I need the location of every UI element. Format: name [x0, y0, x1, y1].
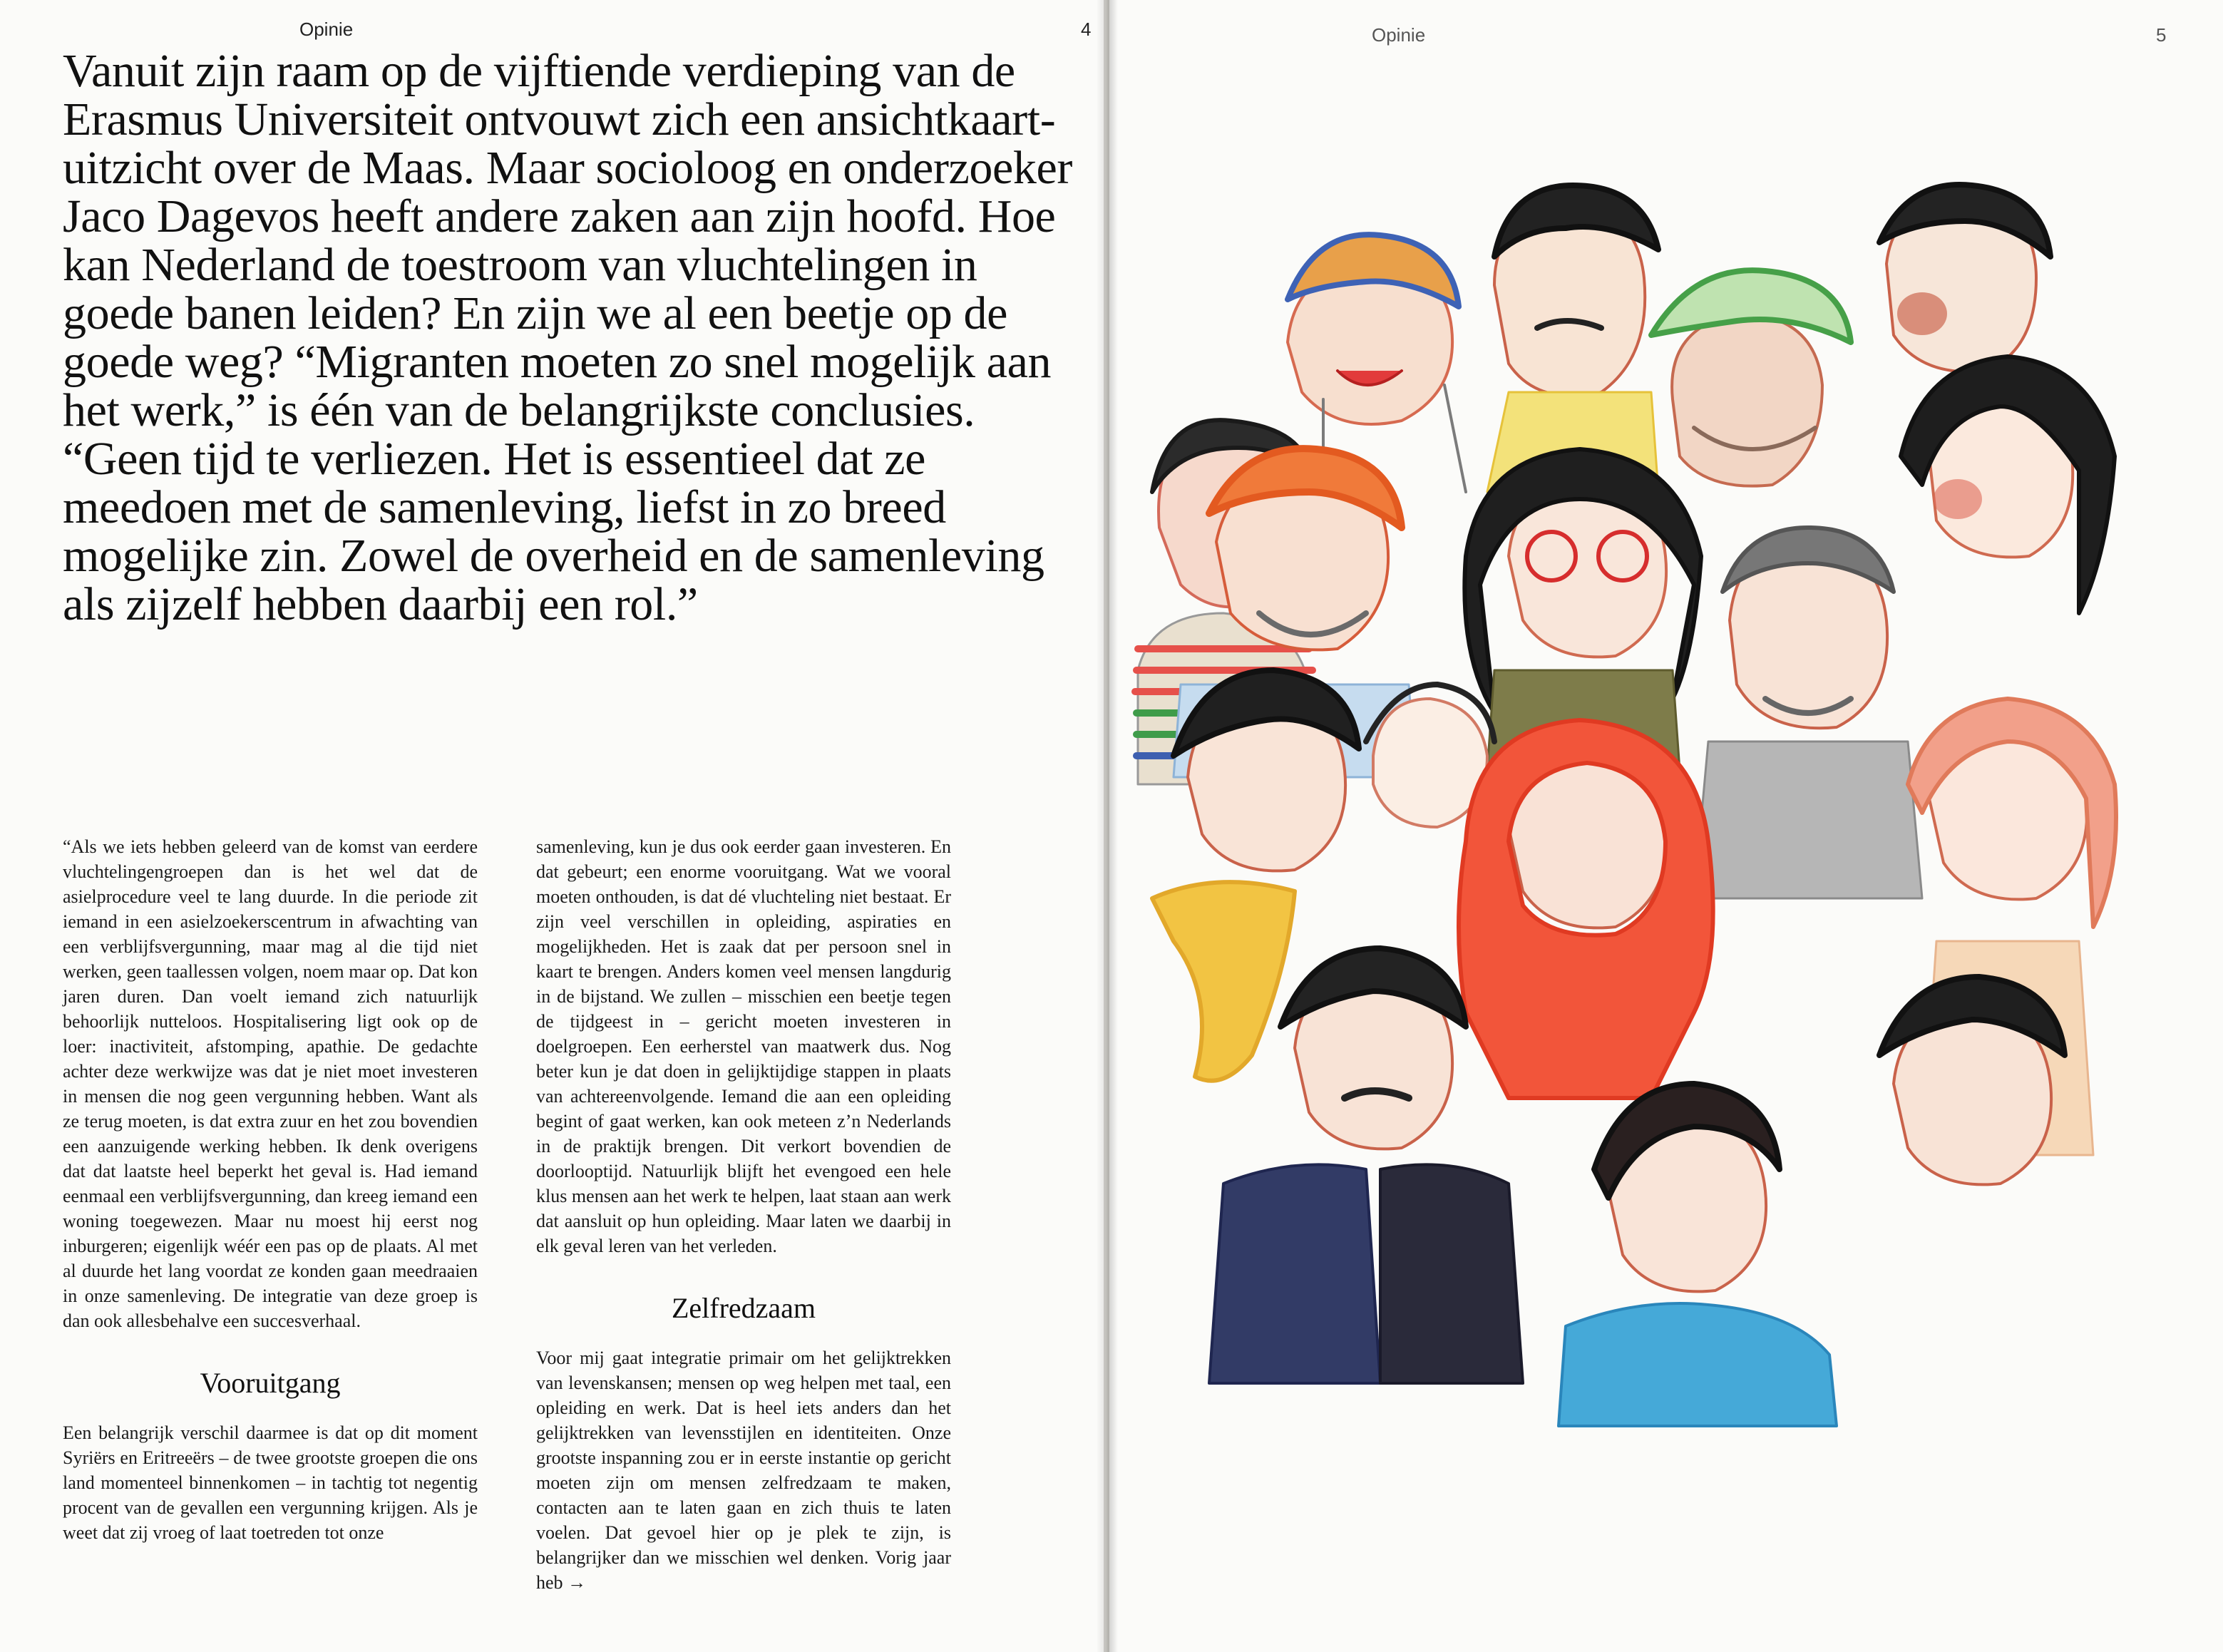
body-paragraph: samenleving, kun je dus ook eerder gaan investeren. En dat gebeurt; een enorme vooruitgang. Wat we vooral moeten onthouden, is dat dé vluchteling niet bestaat. Er zijn veel verschillen in opleiding, aspiraties en mogelijkheden. Het is zaak dat per persoon snel in kaart te brengen. Anders komen veel mensen langdurig in de bijstand. We zullen – misschien een beetje tegen de tijdgeest in – gericht moeten investeren in doelgroepen. Een eerherstel van maatwerk dus. Nog beter kun je dat doen in gelijktijdige stappen in plaats van achtereenvolgende. Iemand die aan een opleiding begint of gaat werken, kan ook meteen z’n Nederlands in de praktijk brengen. Dit verkort bovendien de doorlooptijd. Natuurlijk blijft het evengoed een hele klus mensen aan het werk te helpen, laat staan aan werk dat aansluit op hun opleiding. Maar laten we daarbij in elk geval leren van het verleden. — [536, 836, 951, 1256]
face-boy-right — [1879, 977, 2065, 1184]
book-gutter — [1097, 0, 1118, 1652]
face-man-mustache — [1487, 185, 1658, 492]
lead-paragraph: Vanuit zijn raam op de vijftiende verdieping van de Erasmus Universiteit ontvouwt zich een ansichtkaart-uitzicht over de Maas. Maar socioloog en onderzoeker Jaco Dagevos heeft andere zaken aan zijn hoofd. Hoe kan Nederland de toestroom van vluchtelingen in goede banen leiden? En zijn we al een beetje op de goede weg? “Migranten moeten zo snel mogelijk aan het werk,” is één van de belangrijkste conclusies. “Geen tijd te verliezen. Het is essentieel dat ze meedoen met de samenleving, liefst in zo breed mogelijke zin. Zowel de overheid en de samenleving als zijzelf hebben daarbij een rol.” — [63, 45, 1072, 630]
body-paragraph: Voor mij gaat integratie primair om het gelijktrekken van levenskansen; mensen op weg helpen met taal, een opleiding en werk. Dat is heel iets anders dan het gelijktrekken van levensstijlen en identiteiten. Onze grootste inspanning zou er in eerste instantie op gericht moeten zijn om mensen zelfredzaam te maken, contacten aan te laten gaan en zich thuis te laten voelen. Dat gevoel hier op je plek te zijn, is belangrijker dan we misschien wel denken. Vorig jaar heb → — [536, 1348, 951, 1593]
face-woman-right — [1901, 356, 2115, 613]
face-woman-red-headscarf — [1459, 720, 1713, 1098]
left-page — [0, 0, 1104, 1652]
body-paragraph: “Als we iets hebben geleerd van de komst van eerdere vluchtelingengroepen dan is het wel dat de asielprocedure veel te lang duurde. In die periode zit iemand in een asielzoekerscentrum in afwachting van een verblijfsvergunning, maar mag al die tijd niet werken, geen taallessen volgen, noem maar op. Dat kon jaren duren. Dan voelt iemand zich natuurlijk behoorlijk nutteloos. Hospitalisering ligt ook op de loer: inactiviteit, afstomping, apathie. De gedachte achter deze werkwijze was dat je niet moet investeren in mensen die nog geen vergunning hebben. Want als ze terug moeten, is dat extra zuur en het zou bovendien een aanzuigende werking hebben. Ik denk overigens dat dat laatste heel beperkt het geval is. Had iemand eenmaal een verblijfsvergunning, dan kreeg iemand een woning toegewezen. Maar nu moest hij eerst nog inburgeren; eigenlijk wéér een pas op de plaats. Al met al duurde het lang voordat ze konden gaan meedraaien in onze samenleving. De integratie van deze groep is dan ook allesbehalve een succesverhaal. — [63, 836, 478, 1331]
page-number: 5 — [2156, 24, 2167, 46]
page-number: 4 — [1081, 19, 1092, 40]
face-girl-blue-shirt — [1559, 1084, 1837, 1426]
subheading-zelfredzaam: Zelfredzaam — [671, 1292, 816, 1324]
section-label: Opinie — [299, 19, 354, 40]
article-column-2 — [536, 834, 951, 1595]
section-label: Opinie — [1372, 24, 1426, 46]
body-paragraph: Een belangrijk verschil daarmee is dat op dit moment Syriërs en Eritreeërs – de twee grootste groepen die ons land momenteel binnenkomen – in tachtig tot negentig procent van de gevallen een vergunning krijgen. Als je weet dat zij vroeg of laat toetreden tot onze — [63, 1422, 478, 1543]
crayon-faces-illustration — [1109, 157, 2223, 1611]
face-man-grey-shirt — [1694, 528, 1922, 898]
right-page — [1109, 0, 2223, 1652]
face-green-cap — [1651, 270, 1851, 486]
subheading-vooruitgang: Vooruitgang — [200, 1367, 341, 1399]
article-column-1 — [63, 834, 478, 1545]
